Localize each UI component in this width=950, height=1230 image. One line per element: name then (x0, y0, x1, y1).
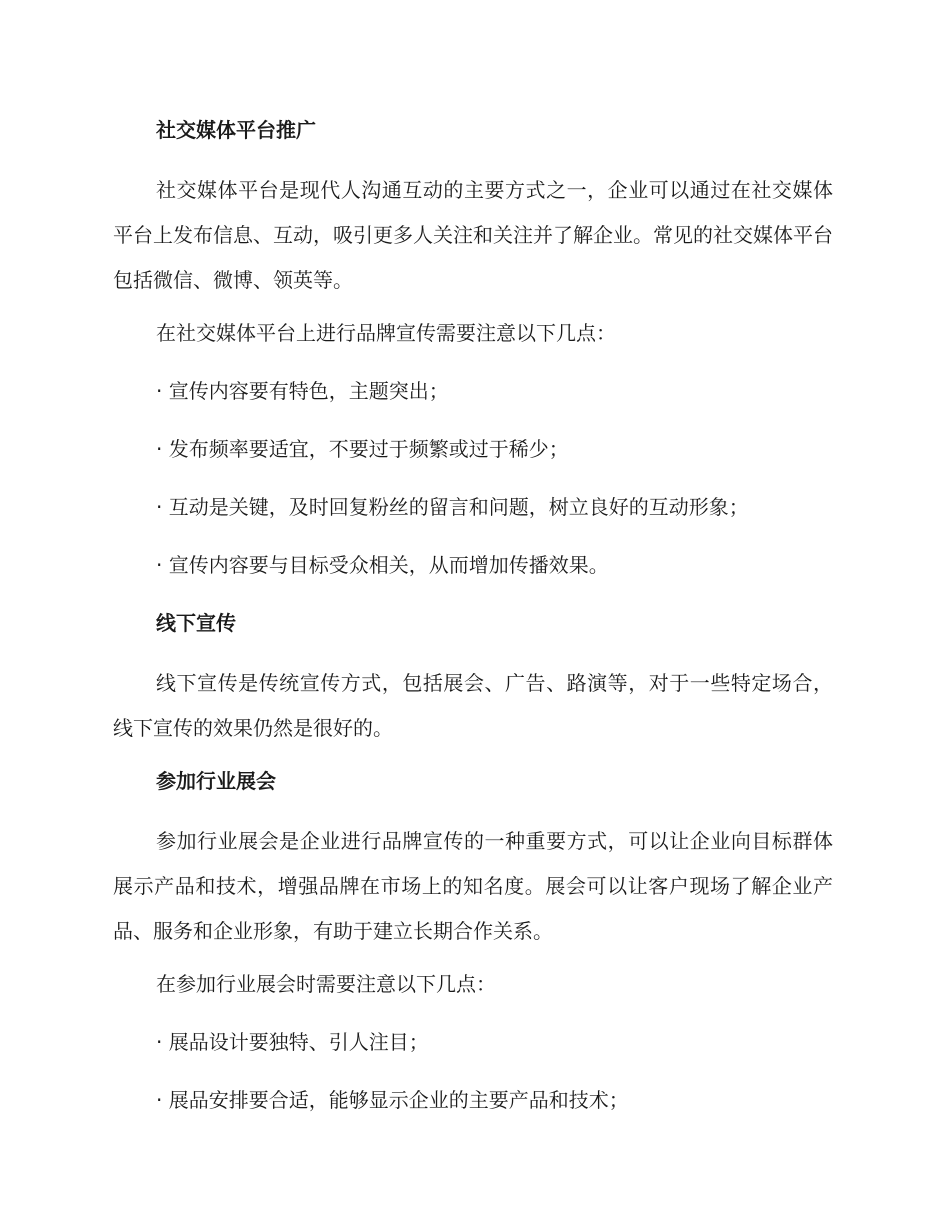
paragraph-social-media-note: 在社交媒体平台上进行品牌宣传需要注意以下几点： (156, 321, 616, 345)
list-item: · 展品设计要独特、引人注目； (156, 1030, 429, 1054)
document-page (113, 113, 833, 1141)
list-item: · 宣传内容要有特色，主题突出； (156, 379, 449, 403)
paragraph-expo-note: 在参加行业展会时需要注意以下几点： (156, 972, 496, 996)
list-item: · 展品安排要合适，能够显示企业的主要产品和技术； (156, 1088, 629, 1112)
list-item: · 发布频率要适宜，不要过于频繁或过于稀少； (156, 437, 569, 461)
section-heading-offline: 线下宣传 (156, 611, 236, 635)
section-heading-expo: 参加行业展会 (156, 769, 276, 793)
paragraph-offline-intro: 线下宣传是传统宣传方式，包括展会、广告、路演等，对于一些特定场合，线下宣传的效果仍然是很好的。 (113, 671, 833, 740)
list-item: · 互动是关键，及时回复粉丝的留言和问题，树立良好的互动形象； (156, 495, 749, 519)
paragraph-expo-intro: 参加行业展会是企业进行品牌宣传的一种重要方式，可以让企业向目标群体展示产品和技术，增强品牌在市场上的知名度。展会可以让客户现场了解企业产品、服务和企业形象，有助于建立长期合作关系。 (113, 829, 833, 943)
section-heading-social-media: 社交媒体平台推广 (156, 118, 316, 142)
list-item: · 宣传内容要与目标受众相关，从而增加传播效果。 (156, 553, 609, 577)
paragraph-social-media-intro: 社交媒体平台是现代人沟通互动的主要方式之一，企业可以通过在社交媒体平台上发布信息、互动，吸引更多人关注和关注并了解企业。常见的社交媒体平台包括微信、微博、领英等。 (113, 178, 833, 292)
